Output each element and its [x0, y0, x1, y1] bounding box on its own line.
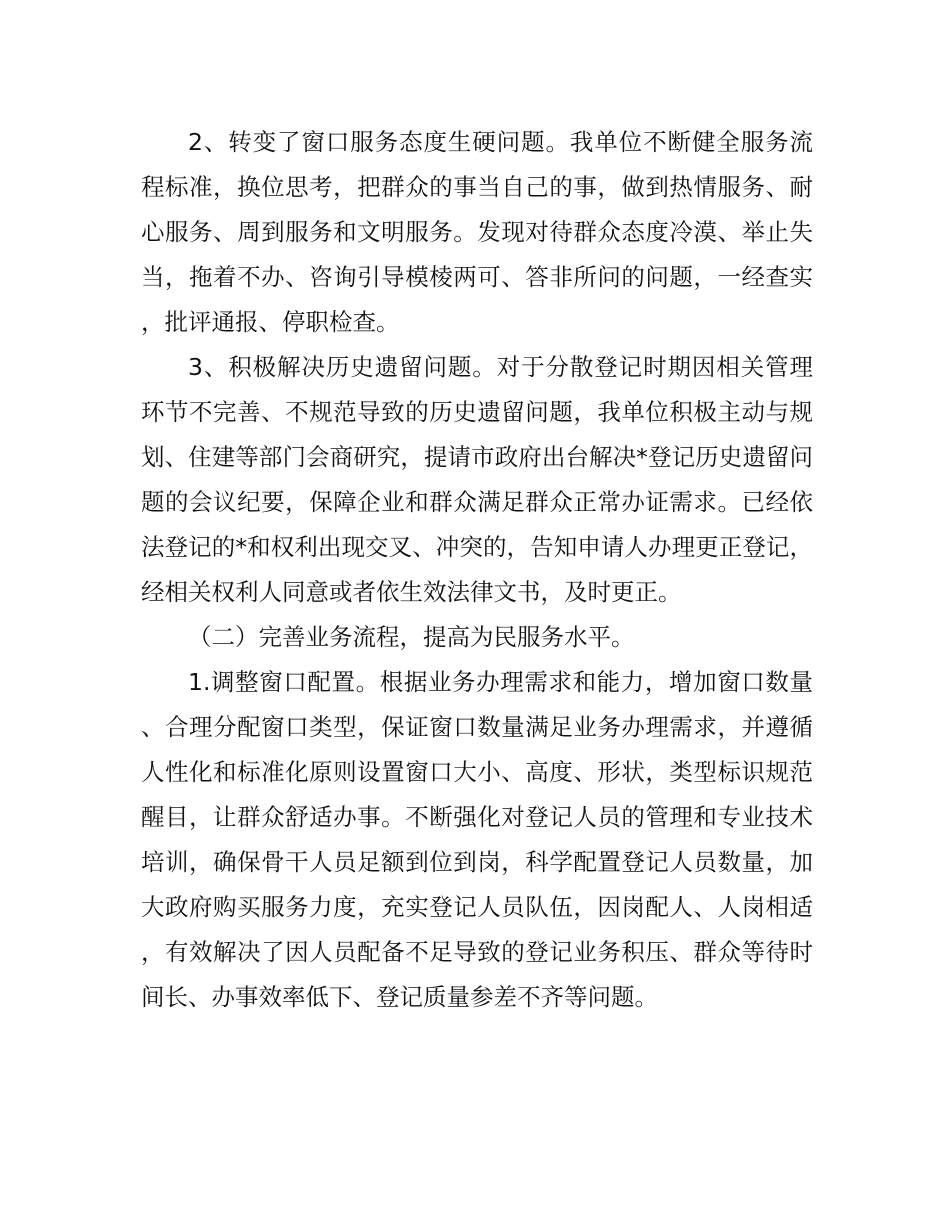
paragraph-service-attitude: 2、转变了窗口服务态度生硬问题。我单位不断健全服务流程标准，换位思考，把群众的事当自己的事，做到热情服务、耐心服务、周到服务和文明服务。发现对待群众态度冷漠、举止失当，拖着不办、咨询引导模棱两可、答非所问的问题，一经查实，批评通报、停职检查。 — [141, 128, 813, 336]
paragraph-historical-issues: 3、积极解决历史遗留问题。对于分散登记时期因相关管理环节不完善、不规范导致的历史遗留问题，我单位积极主动与规划、住建等部门会商研究，提请市政府出台解决*登记历史遗留问题的会议纪要，保障企业和群众满足群众正常办证需求。已经依法登记的*和权利出现交叉、冲突的，告知申请人办理更正登记，经相关权利人同意或者依生效法律文书，及时更正。 — [141, 353, 813, 606]
paragraph-window-configuration: 1.调整窗口配置。根据业务办理需求和能力，增加窗口数量、合理分配窗口类型，保证窗口数量满足业务办理需求，并遵循人性化和标准化原则设置窗口大小、高度、形状，类型标识规范醒目，让群众舒适办事。不断强化对登记人员的管理和专业技术培训，确保骨干人员足额到位到岗，科学配置登记人员数量，加大政府购买服务力度，充实登记人员队伍，因岗配人、人岗相适，有效解决了因人员配备不足导致的登记业务积压、群众等待时间长、办事效率低下、登记质量参差不齐等问题。 — [141, 668, 813, 1011]
section-heading-business-process: （二）完善业务流程，提高为民服务水平。 — [188, 623, 635, 651]
document-body — [141, 120, 813, 1020]
